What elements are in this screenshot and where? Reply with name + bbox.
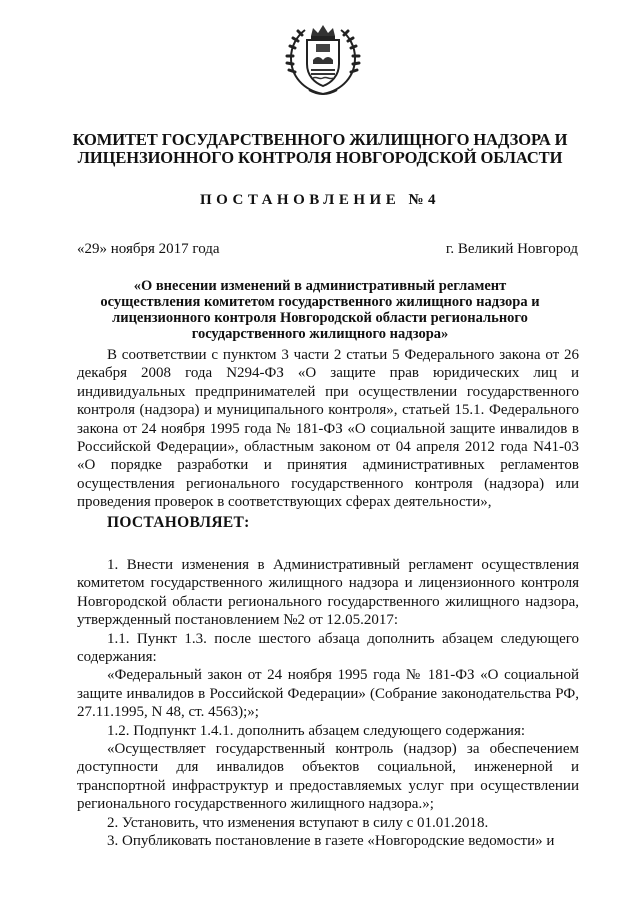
subject-line-2: осуществления комитетом государственного жилищного надзора и <box>100 294 540 310</box>
resolution-items <box>77 556 579 851</box>
preamble <box>77 346 579 512</box>
document-city: г. Великий Новгород <box>445 241 578 257</box>
item-paragraph: «Федеральный закон от 24 ноября 1995 года № 181-ФЗ «О социальной защите инвалидов в Российской Федерации» (Собрание законодательства РФ, 27.11.1995, N 48, ст. 4563);»; <box>77 667 579 721</box>
organization-name <box>60 131 580 167</box>
item-paragraph: 1.2. Подпункт 1.4.1. дополнить абзацем следующего содержания: <box>107 722 526 739</box>
resolves-heading: ПОСТАНОВЛЯЕТ: <box>107 514 250 531</box>
preamble-paragraph: В соответствии с пунктом 3 части 2 статьи 5 Федерального закона от 26 декабря 2008 года N294-ФЗ «О защите прав юридических лиц и индивидуальных предпринимателей при осуществлении государственного контроля (надзора) и муниципального контроля», статьей 15.1. Федерального закона от 24 ноября 1995 года № 181-ФЗ «О социальной защите инвалидов в Российской Федерации», областным законом от 04 апреля 2012 года N41-03 «О порядке разработки и принятия административных регламентов осуществления регионального государственного контроля (надзора) или проведения проверок в соответствующих сферах деятельности», <box>77 347 579 511</box>
item-paragraph: «Осуществляет государственный контроль (надзор) за обеспечением доступности для инвалидов объектов социальной, инженерной и транспортной инфраструктур и предоставляемых услуг при осуществлении регионального государственного жилищного надзора.»; <box>77 741 579 813</box>
subject-line-1: «О внесении изменений в административный регламент <box>133 278 507 294</box>
document-title: ПОСТАНОВЛЕНИЕ №4 <box>199 192 441 208</box>
item-paragraph: 1. Внести изменения в Административный регламент осуществления комитетом государственного жилищного надзора и лицензионного контроля Новгородской области регионального государственного жилищного надзора, утвержденный постановлением №2 от 12.05.2017: <box>77 557 579 629</box>
coat-of-arms-icon <box>283 20 363 100</box>
org-line-1: КОМИТЕТ ГОСУДАРСТВЕННОГО ЖИЛИЩНОГО НАДЗОРА И <box>72 130 568 149</box>
item-paragraph: 2. Установить, что изменения вступают в силу с 01.01.2018. <box>107 814 489 831</box>
org-line-2: ЛИЦЕНЗИОННОГО КОНТРОЛЯ НОВГОРОДСКОЙ ОБЛАСТИ <box>77 148 563 167</box>
document-date: «29» ноября 2017 года <box>77 241 220 257</box>
item-paragraph: 1.1. Пункт 1.3. после шестого абзаца дополнить абзацем следующего содержания: <box>77 630 579 666</box>
subject-line-4: государственного жилищного надзора» <box>191 326 449 342</box>
document-subject <box>80 278 560 342</box>
subject-line-3: лицензионного контроля Новгородской области регионального <box>112 310 528 326</box>
item-paragraph: 3. Опубликовать постановление в газете «Новгородские ведомости» и <box>107 833 555 850</box>
